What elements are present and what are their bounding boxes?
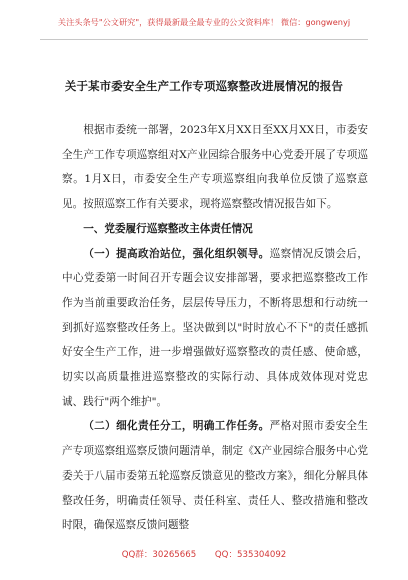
section-heading: 一、党委履行巡察整改主体责任情况 bbox=[83, 222, 253, 235]
promo-banner bbox=[40, 13, 368, 40]
paragraph-2-body: 严格对照市委安全生产专项巡察组巡察反馈问题清单，制定《X产业园综合服务中心党委关于八届市委第五轮巡察反馈意见的整改方案》，细化分解具体整改任务，明确责任领导、责任科室、责任人、整改措施和整改时限，确保巡察反馈问题整 bbox=[62, 420, 368, 532]
qq-group: QQ群：30265665 bbox=[121, 550, 197, 560]
document-title: 关于某市委安全生产工作专项巡察整改进展情况的报告 bbox=[64, 79, 344, 93]
paragraph-1-lead: （一）提高政治站位，强化组织领导。 bbox=[83, 247, 270, 260]
document-body bbox=[62, 118, 368, 538]
contact-footer bbox=[0, 548, 408, 560]
banner-text: 关注头条号"公文研究"，获得最新最全最专业的公文资料库！ 微信：gongwenyj bbox=[57, 17, 351, 27]
qq-number: QQ：535304092 bbox=[214, 550, 287, 560]
paragraph-1 bbox=[62, 242, 368, 415]
paragraph-2 bbox=[62, 414, 368, 538]
intro-paragraph: 根据市委统一部署，2023年X月XX日至XX月XX日，市委安全生产工作专项巡察组对X产业园综合服务中心党委开展了专项巡察。1月X日，市委安全生产专项巡察组向我单位反馈了巡察意见。按照巡察工作有关要求，现将巡察整改情况报告如下。 bbox=[62, 124, 368, 211]
paragraph-1-body: 巡察情况反馈会后，中心党委第一时间召开专题会议安排部署，要求把巡察整改工作作为当前重要政治任务，层层传导压力，不断将思想和行动统一到抓好巡察整改任务上。坚决做到以"时时放心不下"的责任感抓好安全生产工作，进一步增强做好巡察整改的责任感、使命感，切实以高质量推进巡察整改的实际行动、具体成效体现对党忠诚、践行"两个维护"。 bbox=[62, 247, 368, 408]
paragraph-2-lead: （二）细化责任分工，明确工作任务。 bbox=[83, 420, 270, 433]
